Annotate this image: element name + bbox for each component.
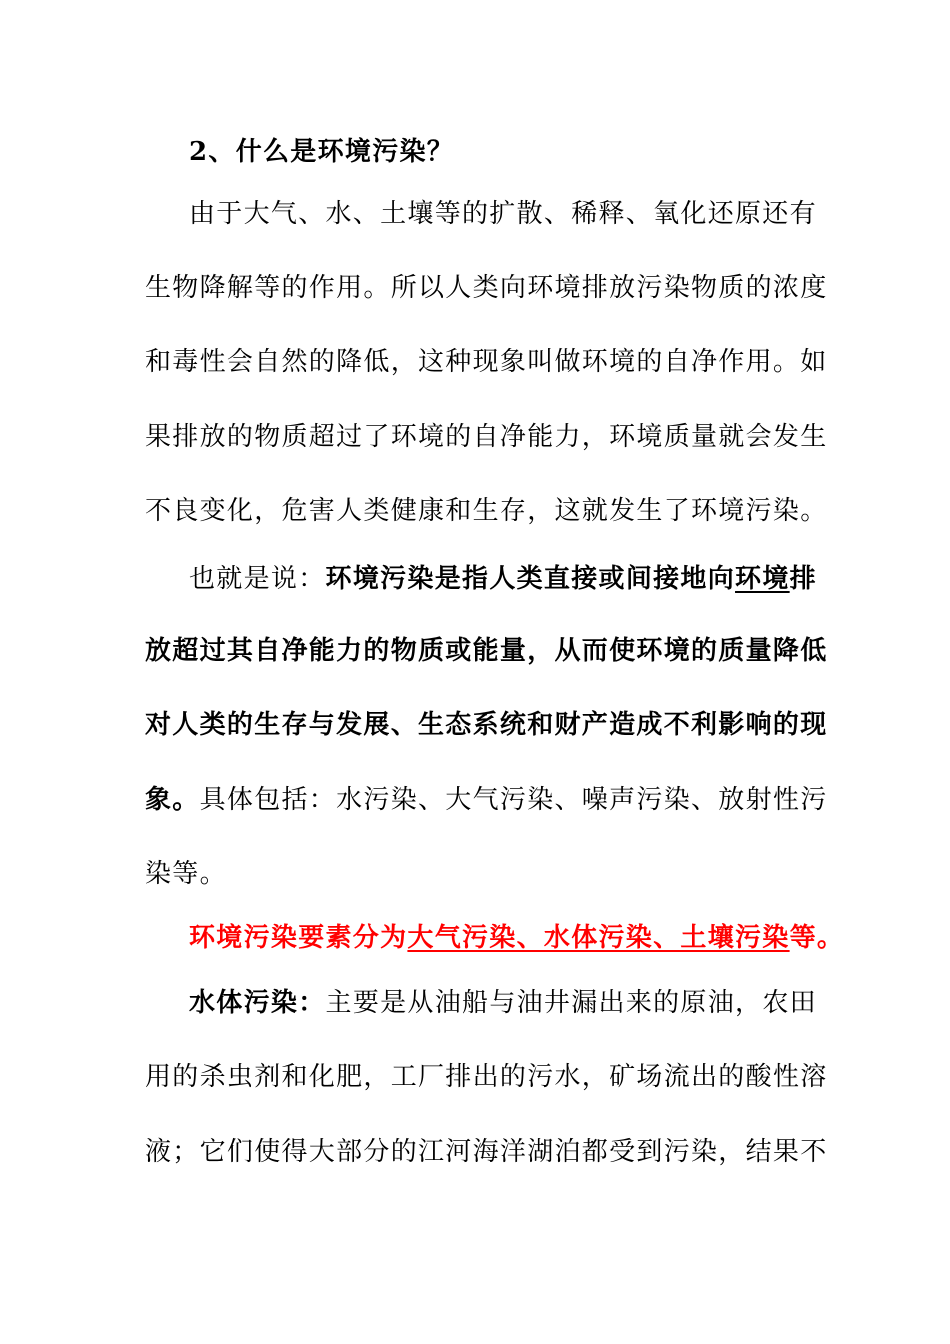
definition-types: 具体包括：水污染、大气污染、噪声污染、放射性污 — [199, 785, 828, 815]
elements-prefix: 环境污染要素分为 — [189, 923, 408, 953]
water-pollution-line-1 — [189, 985, 817, 1021]
definition-intro: 也就是说： — [189, 564, 326, 594]
pollution-elements-line — [189, 920, 845, 956]
water-pollution-line-2: 用的杀虫剂和化肥，工厂排出的污水，矿场流出的酸性溶 — [145, 1062, 828, 1092]
para1-line-5: 不良变化，危害人类健康和生存，这就发生了环境污染。 — [145, 496, 828, 526]
para1-line-3: 和毒性会自然的降低，这种现象叫做环境的自净作用。如 — [145, 347, 828, 377]
definition-line-3: 对人类的生存与发展、生态系统和财产造成不利影响的现 — [145, 710, 828, 740]
definition-bold-end: 象。 — [145, 785, 200, 815]
para1-line-1: 由于大气、水、土壤等的扩散、稀释、氧化还原还有 — [189, 199, 817, 229]
para1-line-4: 果排放的物质超过了环境的自净能力，环境质量就会发生 — [145, 422, 828, 452]
water-pollution-line-3: 液；它们使得大部分的江河海洋湖泊都受到污染，结果不 — [145, 1137, 828, 1167]
definition-line-5: 染等。 — [145, 859, 227, 889]
definition-line-2: 放超过其自净能力的物质或能量，从而使环境的质量降低 — [145, 636, 828, 666]
definition-underlined-term: 环境 — [735, 564, 790, 594]
section-heading: 2、什么是环境污染？ — [189, 137, 455, 167]
para1-line-2: 生物降解等的作用。所以人类向环境排放污染物质的浓度 — [145, 273, 828, 303]
definition-bold-b: 排 — [789, 564, 817, 594]
water-pollution-label: 水体污染： — [189, 988, 326, 1018]
definition-bold-a: 环境污染是指人类直接或间接地向 — [325, 564, 736, 594]
definition-line-1 — [189, 561, 817, 597]
elements-suffix: 等。 — [789, 923, 845, 953]
definition-line-4 — [145, 782, 828, 818]
water-pollution-text: 主要是从油船与油井漏出来的原油，农田 — [325, 988, 817, 1018]
elements-list: 大气污染、水体污染、土壤污染 — [407, 923, 790, 953]
